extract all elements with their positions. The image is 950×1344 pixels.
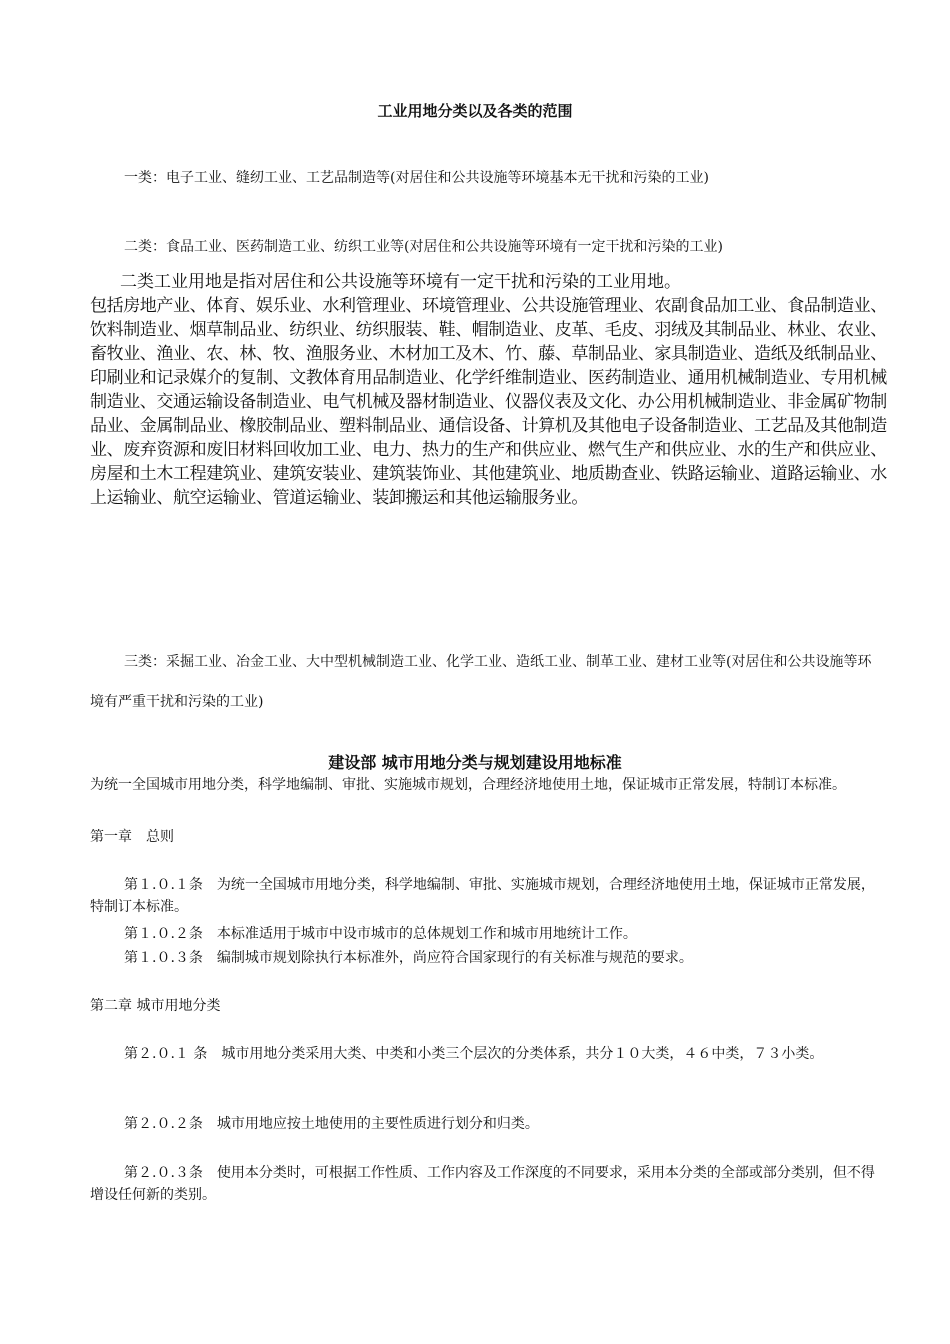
article-2-0-3: 第２.０.３条 使用本分类时，可根据工作性质、工作内容及工作深度的不同要求，采用本分类的全部或部分类别，但不得增设任何新的类别。 [90, 1165, 875, 1203]
class1-paragraph: 一类：电子工业、缝纫工业、工艺品制造等(对居住和公共设施等环境基本无干扰和污染的工业) [124, 170, 709, 186]
class3-paragraph: 三类：采掘工业、冶金工业、大中型机械制造工业、化学工业、造纸工业、制革工业、建材工业等(对居住和公共设施等环境有严重干扰和污染的工业) [90, 654, 872, 710]
standard-title: 建设部 城市用地分类与规划建设用地标准 [328, 753, 622, 772]
article-1-0-1: 第１.０.１条 为统一全国城市用地分类，科学地编制、审批、实施城市规划，合理经济地使用土地，保证城市正常发展，特制订本标准。 [90, 877, 875, 915]
class2-paragraph: 二类：食品工业、医药制造工业、纺织工业等(对居住和公共设施等环境有一定干扰和污染的工业) [124, 239, 723, 255]
class2-scope: 包括房地产业、体育、娱乐业、水利管理业、环境管理业、公共设施管理业、农副食品加工业、食品制造业、饮料制造业、烟草制品业、纺织业、纺织服装、鞋、帽制造业、皮革、毛皮、羽绒及其制品业、林业、农业、畜牧业、渔业、农、林、牧、渔服务业、木材加工及木、竹、藤、草制品业、家具制造业、造纸及纸制品业、印刷业和记录媒介的复制、文教体育用品制造业、化学纤维制造业、医药制造业、通用机械制造业、专用机械制造业、交通运输设备制造业、电气机械及器材制造业、仪器仪表及文化、办公用机械制造业、非金属矿物制品业、金属制品业、橡胶制品业、塑料制品业、通信设备、计算机及其他电子设备制造业、工艺品及其他制造业、废弃资源和废旧材料回收加工业、电力、热力的生产和供应业、燃气生产和供应业、水的生产和供应业、房屋和土木工程建筑业、建筑安装业、建筑装饰业、其他建筑业、地质勘查业、铁路运输业、道路运输业、水上运输业、航空运输业、管道运输业、装卸搬运和其他运输服务业。 [90, 296, 887, 508]
chapter2-heading: 第二章 城市用地分类 [90, 998, 221, 1014]
class2-definition: 二类工业用地是指对居住和公共设施等环境有一定干扰和污染的工业用地。 [120, 272, 681, 292]
chapter1-heading: 第一章 总则 [90, 829, 174, 845]
industrial-title: 工业用地分类以及各类的范围 [377, 102, 573, 120]
standard-intro: 为统一全国城市用地分类，科学地编制、审批、实施城市规划，合理经济地使用土地，保证城市正常发展，特制订本标准。 [90, 777, 846, 793]
article-1-0-2: 第１.０.２条 本标准适用于城市中设市城市的总体规划工作和城市用地统计工作。 [124, 926, 637, 942]
article-2-0-2: 第２.０.２条 城市用地应按土地使用的主要性质进行划分和归类。 [124, 1116, 539, 1132]
article-2-0-1: 第２.０.１ 条 城市用地分类采用大类、中类和小类三个层次的分类体系，共分１０大类，４６中类，７３小类。 [124, 1046, 824, 1062]
article-1-0-3: 第１.０.３条 编制城市规划除执行本标准外，尚应符合国家现行的有关标准与规范的要求。 [124, 950, 693, 966]
